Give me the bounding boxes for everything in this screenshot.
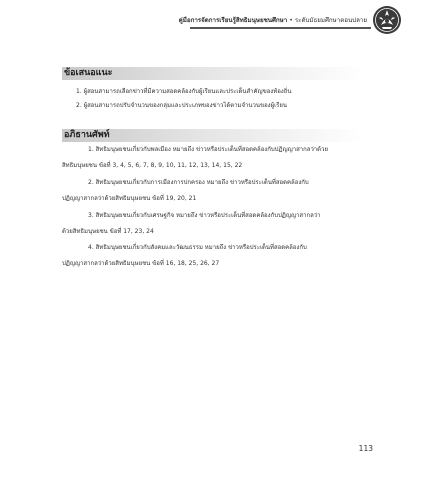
emblem-icon: [372, 5, 402, 35]
suggestions-heading: ข้อเสนอแนะ: [62, 67, 364, 80]
glossary-entry-continuation: ปฏิญญาสากลว่าด้วยสิทธิมนุษยชน ข้อที่ 16, 18, 25, 26, 27: [62, 260, 220, 267]
header-rule: [190, 27, 371, 29]
glossary-heading: อภิธานศัพท์: [62, 129, 364, 142]
glossary-entry: [62, 142, 367, 174]
glossary-entry-first-line: 2. สิทธิมนุษยชนเกี่ยวกับการเมืองการปกครอง หมายถึง ข่าวหรือประเด็นที่สอดคล้องกับ: [88, 179, 309, 186]
glossary-entry: [62, 175, 367, 207]
glossary-entry: [62, 240, 367, 272]
glossary-entry: [62, 208, 367, 240]
glossary-entry-first-line: 4. สิทธิมนุษยชนเกี่ยวกับสังคมและวัฒนธรรม หมายถึง ข่าวหรือประเด็นที่สอดคล้องกับ: [88, 244, 307, 251]
glossary-entry-continuation: ด้วยสิทธิมนุษยชน ข้อที่ 17, 23, 24: [62, 228, 154, 235]
glossary-entry-first-line: 3. สิทธิมนุษยชนเกี่ยวกับเศรษฐกิจ หมายถึง ข่าวหรือประเด็นที่สอดคล้องกับปฏิญญาสากลว่า: [88, 212, 321, 219]
header-title: คู่มือการจัดการเรียนรู้สิทธิมนุษยชนศึกษา: [178, 17, 288, 24]
page-number: 113: [358, 444, 373, 453]
suggestion-item: 2. ผู้สอนสามารถปรับจำนวนของกลุ่มและประเภทของข่าวได้ตามจำนวนของผู้เรียน: [76, 102, 288, 109]
page-header: [0, 0, 427, 46]
header-text: [179, 15, 367, 25]
header-level: ระดับมัธยมศึกษาตอนปลาย: [294, 17, 367, 24]
suggestion-item: 1. ผู้สอนสามารถเลือกข่าวที่มีความสอดคล้องกับผู้เรียนและประเด็นสำคัญของท้องถิ่น: [76, 88, 292, 95]
header-separator: •: [287, 17, 295, 24]
glossary-entry-first-line: 1. สิทธิมนุษยชนเกี่ยวกับพลเมือง หมายถึง ข่าวหรือประเด็นที่สอดคล้องกับปฏิญญาสากลว่าด้วย: [88, 146, 328, 153]
glossary-entry-continuation: สิทธิมนุษยชน ข้อที่ 3, 4, 5, 6, 7, 8, 9, 10, 11, 12, 13, 14, 15, 22: [62, 162, 243, 169]
glossary-entry-continuation: ปฏิญญาสากลว่าด้วยสิทธิมนุษยชน ข้อที่ 19, 20, 21: [62, 195, 197, 202]
